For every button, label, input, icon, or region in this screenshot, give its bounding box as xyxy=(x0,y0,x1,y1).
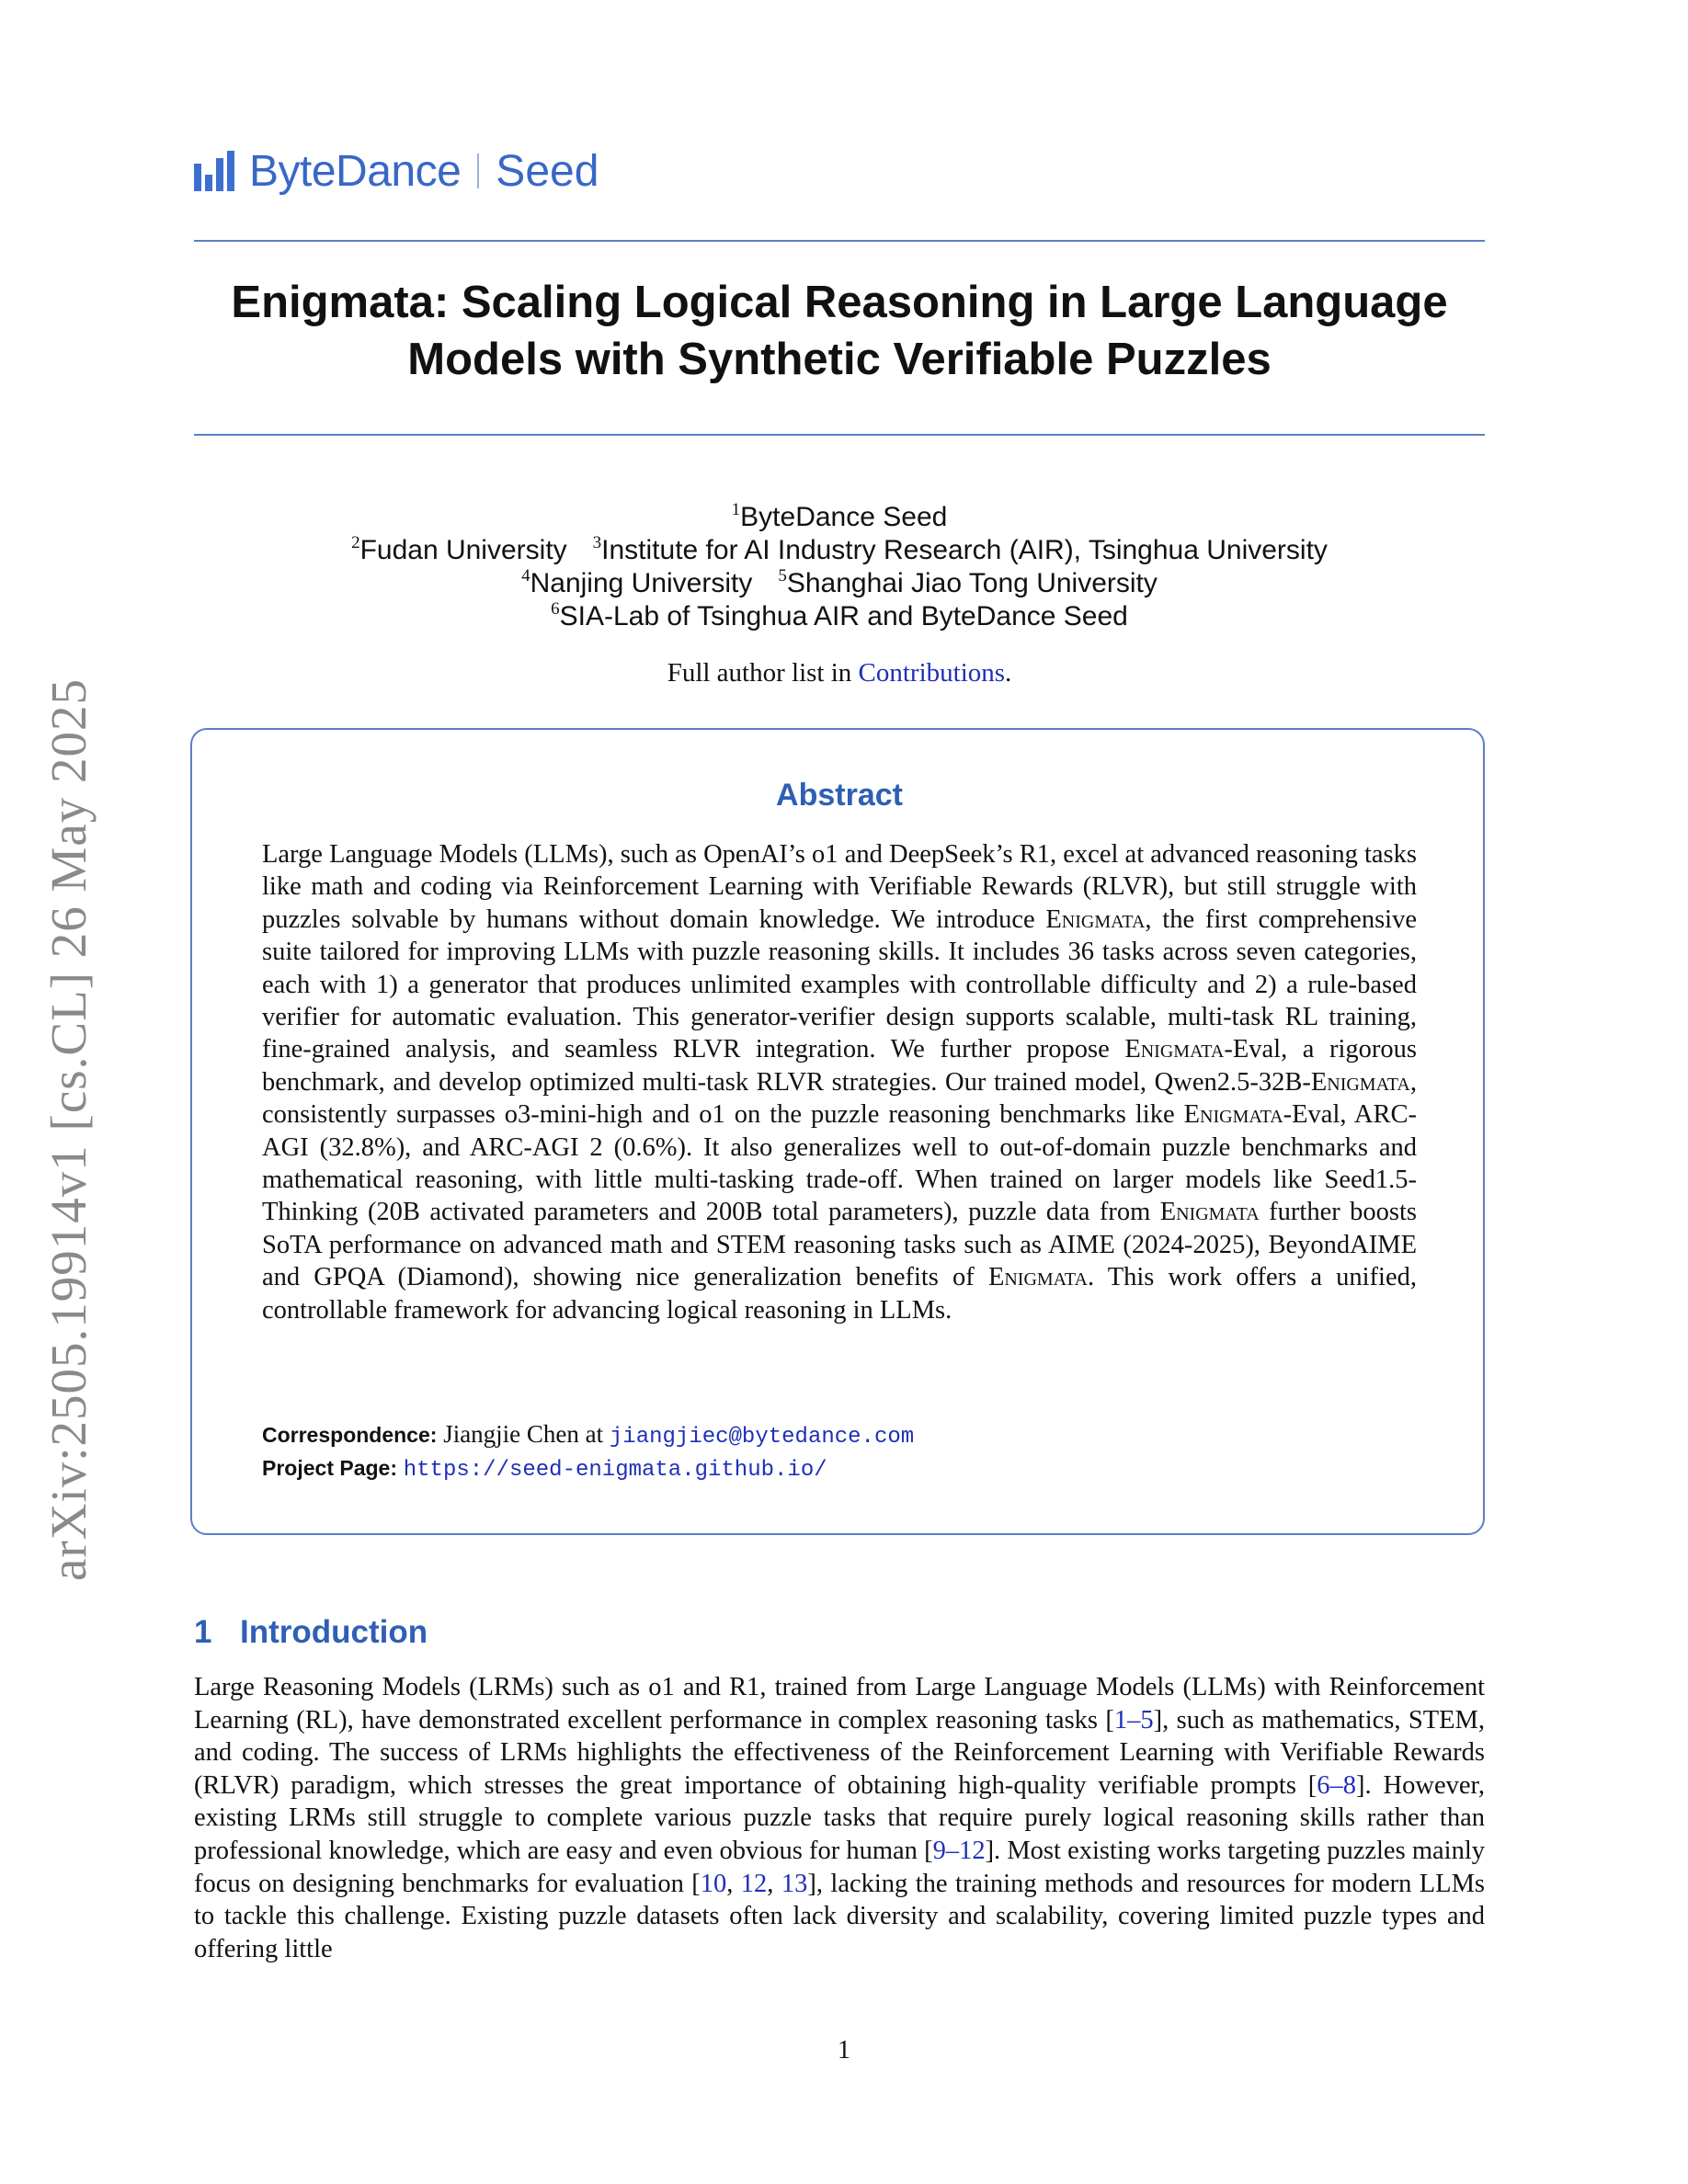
citation-link[interactable]: 6–8 xyxy=(1317,1770,1357,1800)
citation-link[interactable]: 9–12 xyxy=(932,1836,986,1865)
bar-chart-logo-icon xyxy=(194,151,238,191)
full-author-note: Full author list in Contributions. xyxy=(667,658,1012,688)
project-page-link[interactable]: https://seed-enigmata.github.io/ xyxy=(403,1458,827,1483)
correspondence-label: Correspondence: xyxy=(262,1423,438,1447)
contributions-link[interactable]: Contributions xyxy=(858,658,1006,688)
arxiv-identifier: arXiv:2505.19914v1 [cs.CL] 26 May 2025 xyxy=(40,677,97,1581)
logo-brand-text: ByteDance xyxy=(249,146,462,196)
affiliation-line-2: $^2$Fudan University $^3$Institute for AI Industry Research (AIR), Tsinghua University xyxy=(351,533,1328,565)
top-rule xyxy=(194,240,1485,242)
correspondence-email-link[interactable]: jiangjiec@bytedance.com xyxy=(609,1425,915,1450)
title-line-1: Enigmata: Scaling Logical Reasoning in Large Language xyxy=(231,278,1448,327)
project-page-label: Project Page: xyxy=(262,1456,397,1480)
correspondence-line: Correspondence: Jiangjie Chen at jiangjiec@bytedance.com xyxy=(262,1420,915,1450)
abstract-heading: Abstract xyxy=(776,778,903,813)
citation-link[interactable]: 12 xyxy=(740,1869,768,1898)
logo-divider xyxy=(477,154,479,188)
title-bottom-rule xyxy=(194,434,1485,436)
page-number: 1 xyxy=(838,2036,850,2065)
citation-link[interactable]: 1–5 xyxy=(1113,1705,1154,1735)
affiliation-line-3: $^4$Nanjing University $^5$Shanghai Jiao Tong University xyxy=(521,566,1158,598)
paper-title xyxy=(194,274,1485,388)
logo-sub-text: Seed xyxy=(496,146,599,196)
citation-link[interactable]: 13 xyxy=(781,1869,808,1898)
introduction-body: Large Reasoning Models (LRMs) such as o1 and R1, trained from Large Language Models (LLMs) with Reinforcement Learning (RL), have demonstrated excellent performance in complex reasoning tasks [1–5], such as mathematics, STEM, and coding. The success of LRMs highlights the effectiveness of the Reinforcement Learning with Verifiable Rewards (RLVR) paradigm, which stresses the great importance of obtaining high-quality verifiable prompts [6–8]. However, existing LRMs still struggle to complete various puzzle tasks that require purely logical reasoning skills rather than professional knowledge, which are easy and even obvious for human [9–12]. Most existing works targeting puzzles mainly focus on designing benchmarks for evaluation [10, 12, 13], lacking the training methods and resources for modern LLMs to tackle this challenge. Existing puzzle datasets often lack diversity and scalability, covering limited puzzle types and offering little xyxy=(194,1673,1486,1963)
affiliation-line-1: $^1$ByteDance Seed xyxy=(731,500,948,532)
bytedance-seed-logo xyxy=(194,143,599,199)
affiliation-line-4: $^6$SIA-Lab of Tsinghua AIR and ByteDance Seed xyxy=(551,599,1128,631)
title-line-2: Models with Synthetic Verifiable Puzzles xyxy=(407,335,1272,384)
citation-link[interactable]: 10 xyxy=(700,1869,727,1898)
abstract-body: Large Language Models (LLMs), such as OpenAI’s o1 and DeepSeek’s R1, excel at advanced reasoning tasks like math and coding via Reinforcement Learning with Verifiable Rewards (RLVR), but still struggle with puzzles solvable by humans without domain knowledge. We introduce Enigmata, the first comprehensive suite tailored for improving LLMs with puzzle reasoning skills. It includes 36 tasks across seven categories, each with 1) a generator that produces unlimited examples with controllable difficulty and 2) a rule-based verifier for automatic evaluation. This generator-verifier design supports scalable, multi-task RL training, fine-grained analysis, and seamless RLVR integration. We further propose Enigmata-Eval, a rigorous benchmark, and develop optimized multi-task RLVR strategies. Our trained model, Qwen2.5-32B-Enigmata, consistently surpasses o3-mini-high and o1 on the puzzle reasoning benchmarks like Enigmata-Eval, ARC-AGI (32.8%), and ARC-AGI 2 (0.6%). It also generalizes well to out-of-domain puzzle benchmarks and mathematical reasoning, with little multi-tasking trade-off. When trained on larger models like Seed1.5-Thinking (20B activated parameters and 200B total parameters), puzzle data from Enigmata further boosts SoTA performance on advanced math and STEM reasoning tasks such as AIME (2024-2025), BeyondAIME and GPQA (Diamond), showing nice generalization benefits of Enigmata. This work offers a unified, controllable framework for advancing logical reasoning in LLMs. xyxy=(262,840,1418,1325)
section-heading-introduction: 1 Introduction xyxy=(194,1614,428,1650)
project-page-line xyxy=(262,1451,1417,1486)
